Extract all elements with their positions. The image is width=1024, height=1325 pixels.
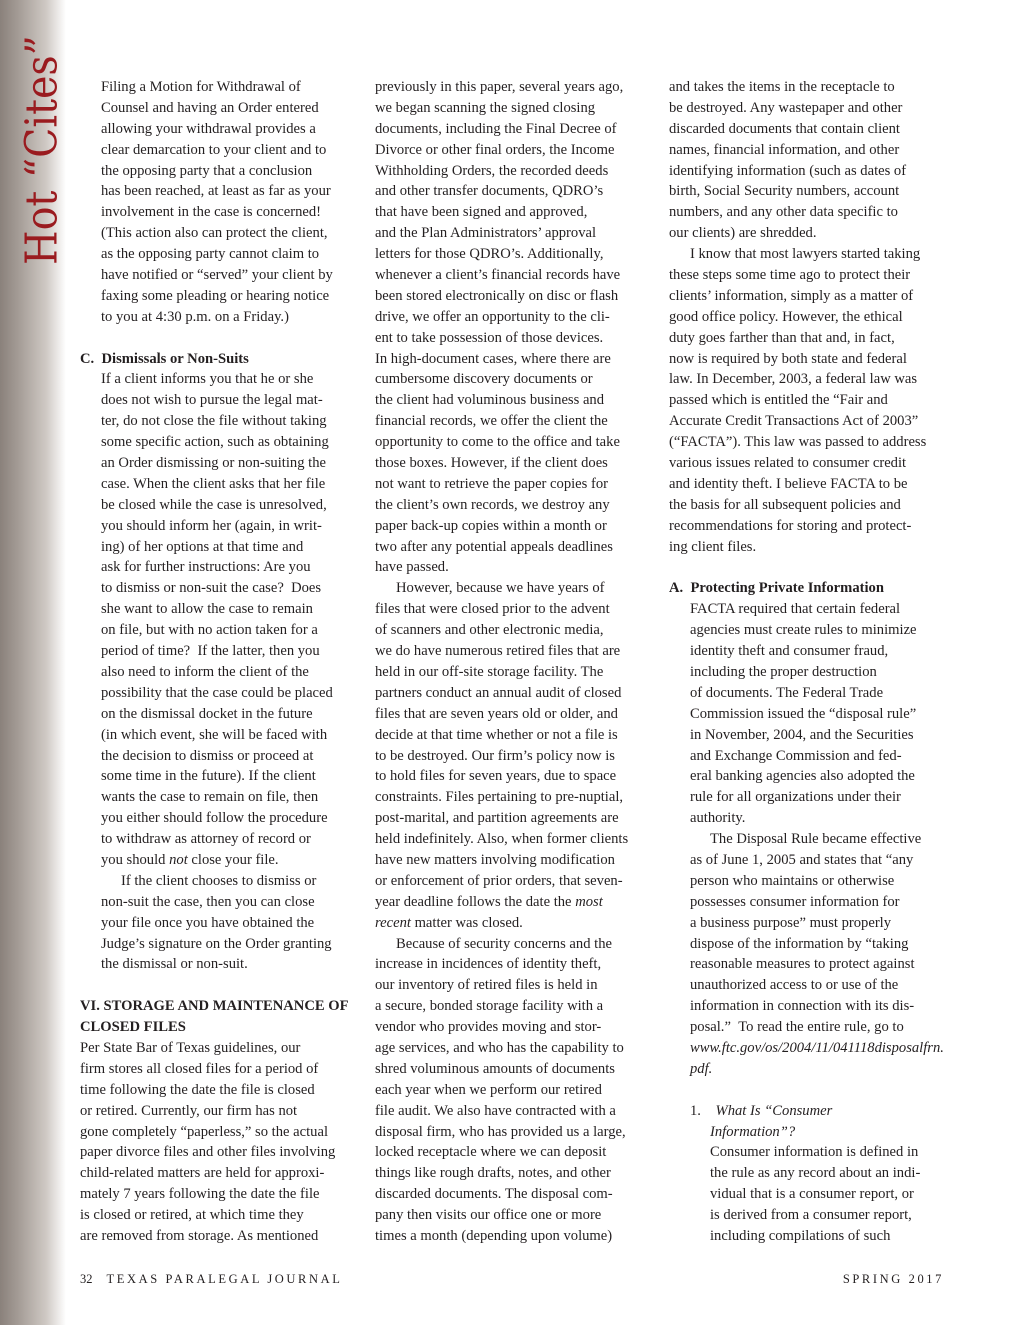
text-line: (in which event, she will be faced with [101, 726, 328, 743]
text-line: to withdraw as attorney of record or [101, 831, 311, 848]
text-line: time following the date the file is closed [80, 1081, 315, 1098]
text-line: on file, but with no action taken for a [101, 622, 318, 639]
text-line: including the proper destruction [690, 663, 877, 680]
text-line: However, because we have years of [396, 580, 605, 597]
text-line: be closed while the case is unresolved, [101, 496, 327, 513]
footer-issue: SPRING 2017 [842, 1272, 944, 1286]
text-line: shred voluminous amounts of documents [375, 1060, 615, 1077]
text-line: the client’s own records, we destroy any [375, 496, 610, 513]
text-line: your file once you have obtained the [101, 914, 315, 931]
text-line: cumbersome discovery documents or [375, 371, 593, 388]
text-line: 1. What Is “Consumer [690, 1102, 833, 1119]
text-line: recommendations for storing and protect- [669, 517, 912, 534]
text-line: mately 7 years following the date the file [80, 1186, 320, 1203]
text-line: dispose of the information by “taking [690, 935, 909, 952]
text-line: held indefinitely. Also, when former clients [375, 831, 629, 848]
section-heading: VI. STORAGE AND MAINTENANCE OF [80, 998, 349, 1015]
text-line: pdf. [690, 1060, 713, 1077]
text-line: increase in incidences of identity theft, [375, 956, 602, 973]
text-line: and identity theft. I believe FACTA to be [669, 475, 908, 492]
text-line: opportunity to come to the office and take [375, 434, 620, 451]
text-line: Withholding Orders, the recorded deeds [375, 162, 609, 179]
text-line: including compilations of such [710, 1227, 891, 1244]
text-line: discarded documents. The disposal com- [375, 1186, 613, 1203]
section-title: Hot “Cites” [16, 35, 68, 265]
text-line: and takes the items in the receptacle to [669, 79, 895, 95]
text-line: some specific action, such as obtaining [101, 434, 329, 451]
text-line: clear demarcation to your client and to [101, 141, 327, 158]
text-line: In high-document cases, where there are [375, 350, 611, 367]
text-line: rule for all organizations under their [690, 789, 901, 806]
text-line: possibility that the case could be placed [101, 684, 333, 701]
page-number: 32 [80, 1272, 93, 1286]
text-column-2 [375, 77, 651, 1247]
text-line: ter, do not close the file without taking [101, 413, 327, 430]
text-line: child-related matters are held for approxi- [80, 1165, 325, 1182]
text-line: passed which is entitled the “Fair and [669, 392, 888, 409]
text-line: pany then visits our office one or more [375, 1207, 602, 1224]
text-line: the basis for all subsequent policies and [669, 496, 901, 513]
section-heading: A. Protecting Private Information [669, 580, 884, 597]
text-line: identifying information (such as dates of [669, 162, 907, 179]
text-line: period of time? If the latter, then you [101, 643, 320, 660]
text-line: firm stores all closed files for a period of [80, 1060, 319, 1077]
text-line: these steps some time ago to protect their [669, 267, 911, 284]
text-line [669, 1080, 945, 1101]
text-line: Commission issued the “disposal rule” [690, 705, 917, 722]
text-line: you should inform her (again, in writ- [101, 517, 322, 534]
text-line: as of June 1, 2005 and states that “any [690, 851, 914, 868]
text-column-1 [80, 77, 356, 1247]
text-line: have passed. [375, 559, 449, 576]
text-line: ent to take possession of those devices. [375, 329, 604, 346]
text-line: Information”? [710, 1123, 796, 1140]
text-line: Consumer information is defined in [710, 1144, 919, 1161]
text-line: identity theft and consumer fraud, [690, 643, 889, 660]
text-line: have notified or “served” your client by [101, 267, 333, 284]
text-line: discarded documents that contain client [669, 120, 900, 137]
text-line: is derived from a consumer report, [710, 1207, 912, 1224]
text-line: The Disposal Rule became effective [710, 831, 922, 848]
text-line: www.ftc.gov/os/2004/11/041118disposalfrn. [690, 1039, 944, 1056]
text-line: an Order dismissing or non-suiting the [101, 455, 326, 472]
text-line: paper back-up copies within a month or [375, 517, 607, 534]
text-line: file audit. We also have contracted with a [375, 1102, 616, 1119]
text-line: clients’ information, simply as a matter of [669, 287, 914, 304]
text-line: Filing a Motion for Withdrawal of [101, 79, 301, 95]
text-line: documents, including the Final Decree of [375, 120, 617, 137]
text-line: partners conduct an annual audit of closed [375, 684, 622, 701]
text-line: the rule as any record about an indi- [710, 1165, 921, 1182]
text-line: things like rough drafts, notes, and other [375, 1165, 611, 1182]
text-line: vidual that is a consumer report, or [710, 1186, 914, 1203]
text-line: locked receptacle where we can deposit [375, 1144, 607, 1161]
text-line: times a month (depending upon volume) [375, 1227, 613, 1244]
text-line: held in our off-site storage facility. The [375, 663, 604, 680]
text-line: a business purpose” must properly [690, 914, 892, 931]
text-line: some time in the future). If the client [101, 768, 316, 785]
text-line: of documents. The Federal Trade [690, 684, 884, 701]
text-line: a secure, bonded storage facility with a [375, 998, 604, 1015]
text-line: those boxes. However, if the client does [375, 455, 608, 472]
text-line: case. When the client asks that her file [101, 475, 326, 492]
text-line: and other transfer documents, QDRO’s [375, 183, 604, 200]
text-line: Per State Bar of Texas guidelines, our [80, 1039, 301, 1056]
text-line: possesses consumer information for [690, 893, 900, 910]
text-line: numbers, and any other data specific to [669, 204, 898, 221]
section-heading: CLOSED FILES [80, 1019, 186, 1036]
text-line: and Exchange Commission and fed- [690, 747, 902, 764]
text-line: (“FACTA”). This law was passed to address [669, 434, 927, 451]
text-line: are removed from storage. As mentioned [80, 1227, 319, 1244]
text-line: our clients) are shredded. [669, 225, 817, 242]
text-line: names, financial information, and other [669, 141, 900, 158]
text-column-3 [669, 77, 945, 1247]
text-line [80, 328, 356, 349]
text-line: (This action also can protect the client, [101, 225, 328, 242]
text-line: or enforcement of prior orders, that seven- [375, 872, 623, 889]
text-line: and the Plan Administrators’ approval [375, 225, 597, 242]
text-line: whenever a client’s financial records have [375, 267, 621, 284]
text-line: each year when we perform our retired [375, 1081, 602, 1098]
text-line: information in connection with its dis- [690, 998, 915, 1015]
text-line: age services, and who has the capability to [375, 1039, 624, 1056]
text-line: allowing your withdrawal provides a [101, 120, 316, 137]
text-line: vendor who provides moving and stor- [375, 1019, 602, 1036]
text-line: she want to allow the case to remain [101, 601, 313, 618]
text-line: been stored electronically on disc or flash [375, 287, 619, 304]
text-line: constraints. Files pertaining to pre-nuptial, [375, 789, 624, 806]
footer-left [80, 1272, 342, 1287]
text-line: previously in this paper, several years ago, [375, 79, 624, 95]
text-line: birth, Social Security numbers, account [669, 183, 900, 200]
text-line: disposal firm, who has provided us a large, [375, 1123, 626, 1140]
text-line: is closed or retired, at which time they [80, 1207, 304, 1224]
text-line: ask for further instructions: Are you [101, 559, 311, 576]
text-line: wants the case to remain on file, then [101, 789, 319, 806]
text-line: to be destroyed. Our firm’s policy now is [375, 747, 615, 764]
text-line: of scanners and other electronic media, [375, 622, 604, 639]
text-line: good office policy. However, the ethical [669, 308, 903, 325]
text-line: our inventory of retired files is held in [375, 977, 598, 994]
text-line: post-marital, and partition agreements are [375, 810, 619, 827]
text-line: ing) of her options at that time and [101, 538, 304, 555]
text-line: If a client informs you that he or she [101, 371, 314, 388]
text-line: Counsel and having an Order entered [101, 99, 319, 116]
journal-name: TEXAS PARALEGAL JOURNAL [106, 1272, 343, 1286]
text-line: recent matter was closed. [375, 914, 523, 931]
text-line: you should not close your file. [101, 851, 279, 868]
text-line: paper divorce files and other files involving [80, 1144, 336, 1161]
text-line: Accurate Credit Transactions Act of 2003” [669, 413, 919, 430]
text-line: files that are seven years old or older, and [375, 705, 618, 722]
text-line: to dismiss or non-suit the case? Does [101, 580, 322, 597]
text-line: to you at 4:30 p.m. on a Friday.) [101, 308, 289, 325]
text-line: on the dismissal docket in the future [101, 705, 313, 722]
text-line: that have been signed and approved, [375, 204, 588, 221]
text-line: the dismissal or non-suit. [101, 956, 248, 973]
text-line: or retired. Currently, our firm has not [80, 1102, 298, 1119]
text-line: various issues related to consumer credit [669, 455, 907, 472]
text-line: eral banking agencies also adopted the [690, 768, 915, 785]
text-line: financial records, we offer the client the [375, 413, 608, 430]
text-line: letters for those QDRO’s. Additionally, [375, 246, 604, 263]
text-line: also need to inform the client of the [101, 663, 309, 680]
text-line: now is required by both state and federal [669, 350, 907, 367]
sidebar-band [0, 0, 66, 1325]
text-line: to hold files for seven years, due to space [375, 768, 617, 785]
text-line: faxing some pleading or hearing notice [101, 287, 330, 304]
text-line: we do have numerous retired files that are [375, 643, 621, 660]
text-line: does not wish to pursue the legal mat- [101, 392, 323, 409]
text-line: FACTA required that certain federal [690, 601, 901, 618]
text-line: If the client chooses to dismiss or [121, 872, 317, 889]
text-line: Divorce or other final orders, the Income [375, 141, 615, 158]
text-line: two after any potential appeals deadlines [375, 538, 613, 555]
text-line: drive, we offer an opportunity to the cli- [375, 308, 610, 325]
text-line: non-suit the case, then you can close [101, 893, 315, 910]
text-line: has been reached, at least as far as your [101, 183, 331, 200]
text-line: posal.” To read the entire rule, go to [690, 1019, 904, 1036]
text-line: files that were closed prior to the advent [375, 601, 610, 618]
text-line [80, 975, 356, 996]
text-line: unauthorized access to or use of the [690, 977, 899, 994]
text-line: we began scanning the signed closing [375, 99, 596, 116]
text-line: Judge’s signature on the Order granting [101, 935, 332, 952]
text-line: you either should follow the procedure [101, 810, 328, 827]
text-line: in November, 2004, and the Securities [690, 726, 914, 743]
text-line: year deadline follows the date the most [375, 893, 603, 910]
text-line: the client had voluminous business and [375, 392, 605, 409]
text-line: decide at that time whether or not a file is [375, 726, 618, 743]
text-line: authority. [690, 810, 746, 827]
text-line: gone completely “paperless,” so the actual [80, 1123, 328, 1140]
text-line: be destroyed. Any wastepaper and other [669, 99, 903, 116]
text-line: I know that most lawyers started taking [690, 246, 921, 263]
text-line: involvement in the case is concerned! [101, 204, 322, 221]
text-line: Because of security concerns and the [396, 935, 612, 952]
text-line: agencies must create rules to minimize [690, 622, 917, 639]
text-line: duty goes farther than that and, in fact, [669, 329, 895, 346]
text-line: ing client files. [669, 538, 757, 555]
section-heading: C. Dismissals or Non-Suits [80, 350, 249, 367]
text-line: person who maintains or otherwise [690, 872, 895, 889]
text-line: not want to retrieve the paper copies for [375, 475, 609, 492]
text-line: law. In December, 2003, a federal law was [669, 371, 918, 388]
text-line: as the opposing party cannot claim to [101, 246, 320, 263]
text-line: the decision to dismiss or proceed at [101, 747, 314, 764]
text-line: have new matters involving modification [375, 851, 615, 868]
text-line: reasonable measures to protect against [690, 956, 915, 973]
text-line: the opposing party that a conclusion [101, 162, 313, 179]
text-line [669, 557, 945, 578]
